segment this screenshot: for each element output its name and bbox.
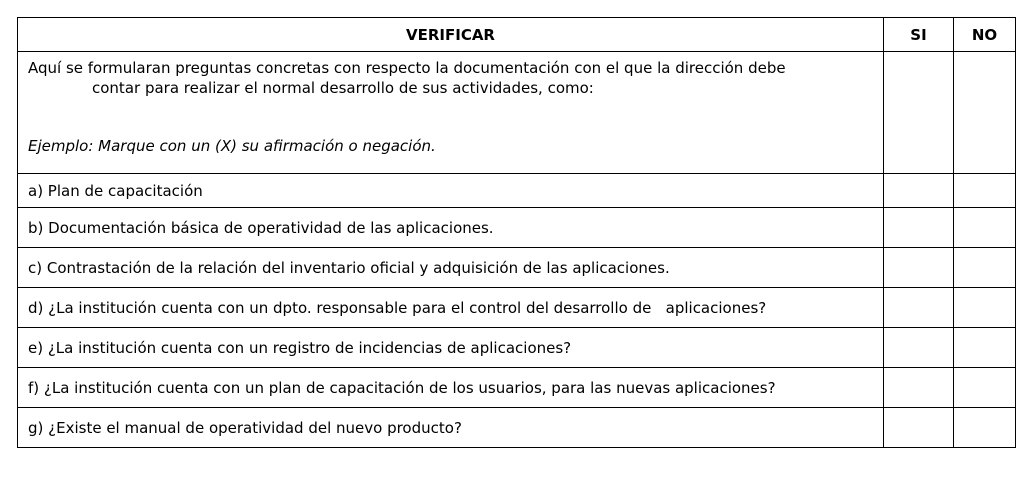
- answer-no-a[interactable]: [954, 174, 1016, 208]
- question-g: g) ¿Existe el manual de operatividad del nuevo producto?: [18, 408, 884, 448]
- answer-no-d[interactable]: [954, 288, 1016, 328]
- question-f: f) ¿La institución cuenta con un plan de capacitación de los usuarios, para las nuevas aplicaciones?: [18, 368, 884, 408]
- answer-si-g[interactable]: [884, 408, 954, 448]
- question-a: a) Plan de capacitación: [18, 174, 884, 208]
- answer-si-e[interactable]: [884, 328, 954, 368]
- question-e: e) ¿La institución cuenta con un registro de incidencias de aplicaciones?: [18, 328, 884, 368]
- table-row: [18, 174, 1016, 208]
- table-row: [18, 368, 1016, 408]
- question-c: c) Contrastación de la relación del inventario oficial y adquisición de las aplicaciones.: [18, 248, 884, 288]
- intro-row: [18, 52, 1016, 174]
- verification-checklist-table: [17, 17, 1016, 448]
- intro-no-cell: [954, 52, 1016, 174]
- intro-example: Ejemplo: Marque con un (X) su afirmación o negación.: [28, 137, 436, 155]
- header-verificar: VERIFICAR: [18, 18, 884, 52]
- question-b: b) Documentación básica de operatividad de las aplicaciones.: [18, 208, 884, 248]
- answer-si-f[interactable]: [884, 368, 954, 408]
- header-si: SI: [884, 18, 954, 52]
- answer-si-b[interactable]: [884, 208, 954, 248]
- answer-no-f[interactable]: [954, 368, 1016, 408]
- answer-no-c[interactable]: [954, 248, 1016, 288]
- question-d: d) ¿La institución cuenta con un dpto. responsable para el control del desarrollo de aplicaciones?: [18, 288, 884, 328]
- answer-si-d[interactable]: [884, 288, 954, 328]
- table-row: [18, 328, 1016, 368]
- table-row: [18, 248, 1016, 288]
- table-row: [18, 288, 1016, 328]
- header-no: NO: [954, 18, 1016, 52]
- answer-si-c[interactable]: [884, 248, 954, 288]
- intro-text-line2: contar para realizar el normal desarrollo de sus actividades, como:: [92, 79, 594, 97]
- answer-no-g[interactable]: [954, 408, 1016, 448]
- header-row: [18, 18, 1016, 52]
- intro-cell: [18, 52, 884, 174]
- intro-text-line1: Aquí se formularan preguntas concretas con respecto la documentación con el que la dirección debe: [28, 59, 786, 77]
- answer-no-b[interactable]: [954, 208, 1016, 248]
- answer-no-e[interactable]: [954, 328, 1016, 368]
- table-row: [18, 408, 1016, 448]
- answer-si-a[interactable]: [884, 174, 954, 208]
- table-row: [18, 208, 1016, 248]
- intro-si-cell: [884, 52, 954, 174]
